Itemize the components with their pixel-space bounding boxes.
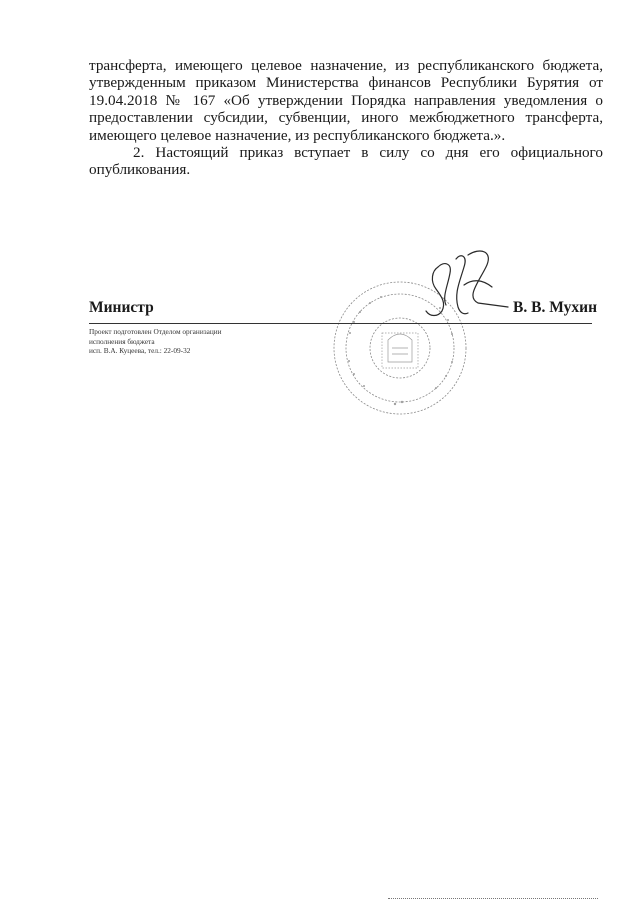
separator-line	[89, 323, 592, 324]
signature-block	[89, 299, 597, 321]
document-body	[89, 57, 603, 179]
paragraph-1	[89, 57, 603, 144]
paragraph-1-line: предоставлении субсидии, субвенции, иного межбюджетного трансферта,	[89, 109, 603, 127]
paragraph-2: 2. Настоящий приказ вступает в силу со дня его официального опубликования.	[89, 144, 603, 179]
paragraph-1-line: трансферта, имеющего целевое назначение, из республиканского бюджета,	[89, 57, 603, 74]
prepared-by-note	[89, 327, 289, 356]
prepared-by-line: Проект подготовлен Отделом организации	[89, 327, 222, 336]
signatory-role: Министр	[89, 299, 154, 316]
paragraph-1-line: утвержденным приказом Министерства финансов Республики Бурятия от	[89, 74, 603, 92]
footer-line	[388, 898, 598, 899]
paragraph-1-line: 19.04.2018 № 167 «Об утверждении Порядка направления уведомления о	[89, 91, 603, 109]
signatory-name: В. В. Мухин	[513, 299, 597, 316]
prepared-by-line: исполнения бюджета	[89, 336, 155, 346]
paragraph-1-line: имеющего целевое назначение, из республиканского бюджета.».	[89, 126, 506, 144]
prepared-by-line: исп. В.А. Куцеева, тел.: 22-09-32	[89, 346, 191, 356]
